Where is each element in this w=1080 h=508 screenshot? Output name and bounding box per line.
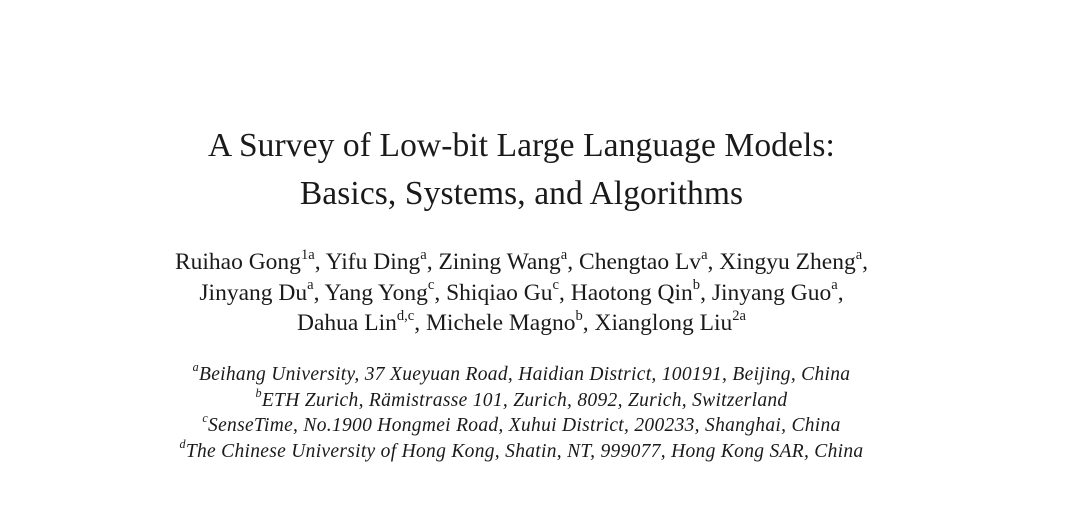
author-separator: ,: [700, 279, 712, 306]
paper-title: [0, 122, 1043, 218]
author-name: Ruihao Gong: [174, 249, 301, 275]
author-separator: ,: [434, 279, 447, 306]
author-separator: ,: [707, 249, 720, 275]
affiliation-text: SenseTime, No.1900 Hongmei Road, Xuhui District, 200233, Shanghai, China: [208, 415, 841, 436]
author-affiliation-mark: c: [552, 277, 559, 294]
author-affiliation-mark: 2a: [732, 307, 746, 324]
author-affiliation-mark: a: [420, 246, 427, 263]
author-affiliation-mark: a: [307, 277, 314, 294]
author-name: Zining Wang: [438, 249, 561, 275]
author: [594, 307, 746, 336]
affiliation-list: [0, 362, 1043, 464]
author-name: Dahua Lin: [297, 310, 397, 336]
author: [325, 246, 439, 275]
author-name: Haotong Qin: [570, 279, 693, 306]
author-affiliation-mark: c: [427, 277, 435, 294]
author-name: Jinyang Guo: [711, 279, 832, 306]
title-line-2: Basics, Systems, and Algorithms: [299, 175, 744, 212]
author-line-1: [0, 247, 1043, 278]
affiliation-text: The Chinese University of Hong Kong, Shatin, NT, 999077, Hong Kong SAR, China: [185, 440, 864, 462]
author-affiliation-mark: b: [575, 307, 583, 324]
author: [719, 246, 869, 275]
author-name: Shiqiao Gu: [446, 279, 553, 306]
author-affiliation-mark: a: [855, 246, 863, 263]
affiliation-mark: d: [179, 436, 186, 451]
author: [324, 277, 447, 306]
author-name: Xianglong Liu: [594, 310, 733, 336]
affiliation-mark: a: [192, 360, 199, 375]
author-affiliation-mark: a: [701, 246, 708, 263]
author-affiliation-mark: d,c: [396, 307, 415, 324]
author: [446, 277, 571, 306]
title-line-1: A Survey of Low-bit Large Language Models:: [208, 127, 835, 164]
affiliation-text: Beihang University, 37 Xueyuan Road, Haidian District, 100191, Beijing, China: [198, 364, 851, 385]
author-name: Yang Yong: [324, 279, 428, 306]
author: [426, 307, 595, 336]
author-list: [0, 247, 1043, 339]
author-line-3: [0, 308, 1043, 339]
author-separator: ,: [862, 249, 869, 275]
author-name: Yifu Ding: [325, 249, 421, 275]
author-affiliation-mark: 1a: [300, 246, 315, 263]
author-line-2: [0, 278, 1043, 309]
author-separator: ,: [567, 249, 580, 275]
author-separator: ,: [426, 249, 439, 275]
author-separator: ,: [582, 310, 595, 336]
affiliation-mark: b: [255, 385, 262, 400]
affiliation: [0, 385, 1043, 414]
affiliation-mark: c: [202, 411, 209, 426]
author-name: Michele Magno: [426, 310, 576, 336]
author-separator: ,: [558, 279, 571, 306]
author-separator: ,: [313, 279, 325, 306]
author-affiliation-mark: a: [560, 246, 568, 263]
author: [174, 246, 326, 275]
affiliation: [0, 436, 1043, 465]
author-separator: ,: [314, 249, 326, 275]
author-separator: ,: [837, 279, 844, 306]
author-affiliation-mark: a: [831, 277, 838, 294]
author: [579, 246, 720, 275]
author: [438, 246, 580, 275]
author-name: Xingyu Zheng: [719, 249, 856, 275]
author: [711, 277, 844, 306]
affiliation: [0, 413, 1043, 439]
author-affiliation-mark: b: [692, 277, 701, 294]
author: [199, 277, 325, 306]
author-name: Jinyang Du: [199, 279, 308, 306]
affiliation-text: ETH Zurich, Rämistrasse 101, Zurich, 8092, Zurich, Switzerland: [261, 389, 788, 411]
author-name: Chengtao Lv: [579, 249, 702, 275]
author-separator: ,: [414, 310, 427, 336]
affiliation: [0, 362, 1043, 388]
author: [570, 277, 712, 306]
author: [297, 307, 427, 336]
